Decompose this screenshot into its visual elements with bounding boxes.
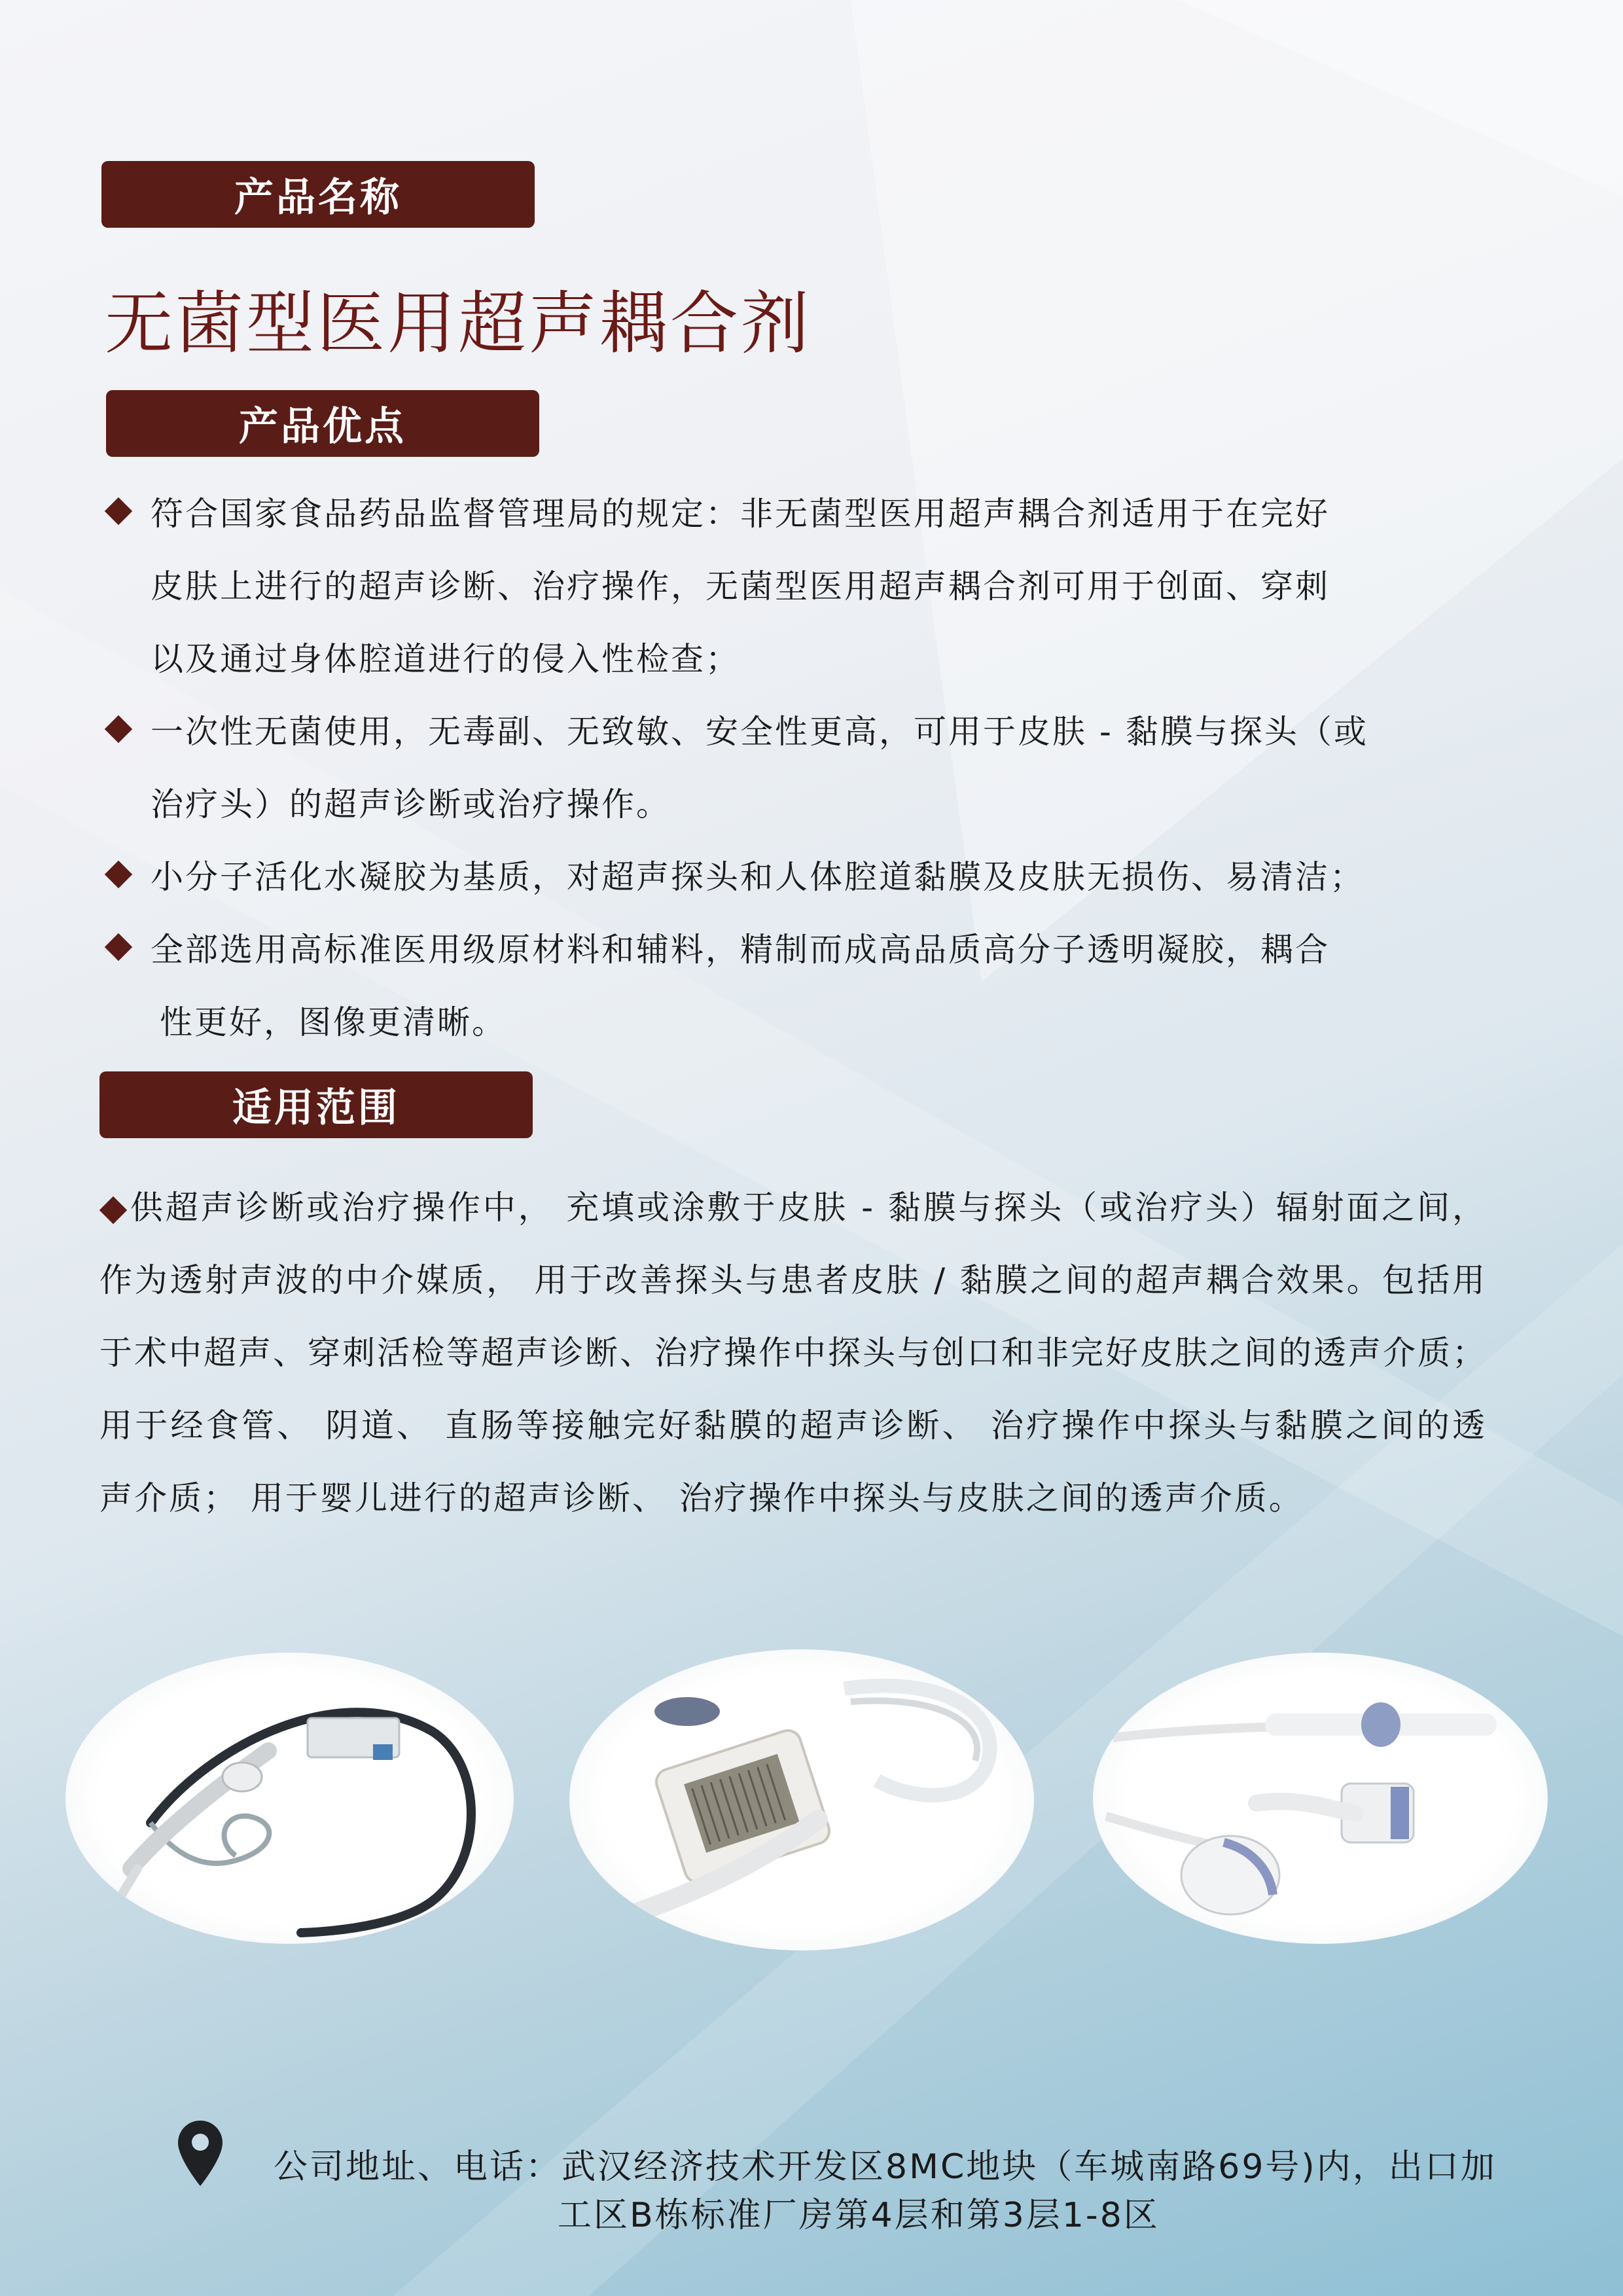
linear-probe-photo xyxy=(569,1649,1034,1950)
diamond-bullet-icon xyxy=(105,933,132,961)
advantage-line: 性更好，图像更清晰。 xyxy=(160,1003,507,1041)
advantage-item xyxy=(98,478,1505,696)
product-name-tag xyxy=(101,161,535,228)
scope-tag-label: 适用范围 xyxy=(232,1085,400,1131)
advantage-text xyxy=(151,841,1364,914)
tee-probe-photo xyxy=(65,1653,514,1944)
scope-tag xyxy=(99,1071,533,1138)
advantage-item xyxy=(98,696,1505,841)
advantage-line: 全部选用高标准医用级原材料和辅料，精制而成高品质高分子透明凝胶，耦合 xyxy=(151,931,1330,969)
advantage-item xyxy=(98,914,1505,1059)
diamond-bullet-icon xyxy=(99,1196,127,1224)
advantage-text xyxy=(151,914,1330,1059)
convex-probes-photo xyxy=(1093,1653,1548,1944)
product-title: 无菌型医用超声耦合剂 xyxy=(105,283,812,363)
advantage-line: 皮肤上进行的超声诊断、治疗操作，无菌型医用超声耦合剂可用于创面、穿刺 xyxy=(151,567,1330,605)
advantage-line: 符合国家食品药品监督管理局的规定：非无菌型医用超声耦合剂适用于在完好 xyxy=(151,495,1330,533)
location-pin-icon xyxy=(178,2121,223,2186)
diamond-bullet-icon xyxy=(105,497,132,525)
address-line-1: 公司地址、电话：武汉经济技术开发区8MC地块（车城南路69号)内，出口加 xyxy=(274,2147,1497,2187)
product-name-tag-label: 产品名称 xyxy=(234,175,402,221)
diamond-bullet-icon xyxy=(105,715,132,743)
advantage-line: 小分子活化水凝胶为基质，对超声探头和人体腔道黏膜及皮肤无损伤、易清洁； xyxy=(151,858,1364,896)
scope-paragraph xyxy=(99,1172,1487,1535)
advantage-line: 以及通过身体腔道进行的侵入性检查； xyxy=(151,640,740,678)
diamond-bullet-icon xyxy=(105,861,132,888)
advantage-line: 一次性无菌使用，无毒副、无致敏、安全性更高，可用于皮肤 - 黏膜与探头（或 xyxy=(151,713,1368,751)
advantages-list xyxy=(98,478,1505,1059)
address-line-2: 工区B栋标准厂房第4层和第3层1-8区 xyxy=(558,2196,1160,2235)
advantages-tag xyxy=(106,390,539,457)
advantages-tag-label: 产品优点 xyxy=(239,404,406,450)
advantage-item xyxy=(98,841,1505,914)
scope-text: 供超声诊断或治疗操作中， 充填或涂敷于皮肤 - 黏膜与探头（或治疗头）辐射面之间， 作为透射声波的中介媒质， 用于改善探头与患者皮肤 / 黏膜之间的超声耦合效果。包括用于术中超声、穿刺活检等超声诊断、治疗操作中探头与创口和非完好皮肤之间的透声介质； 用于经食管、 阴道、 直肠等接触完好黏膜的超声诊断、 治疗操作中探头与黏膜之间的透声介质； 用于婴儿进行的超声诊断、 治疗操作中探头与皮肤之间的透声介质。 xyxy=(99,1189,1487,1517)
advantage-text xyxy=(151,696,1368,841)
advantage-line: 治疗头）的超声诊断或治疗操作。 xyxy=(151,785,671,823)
advantage-text xyxy=(151,478,1330,696)
